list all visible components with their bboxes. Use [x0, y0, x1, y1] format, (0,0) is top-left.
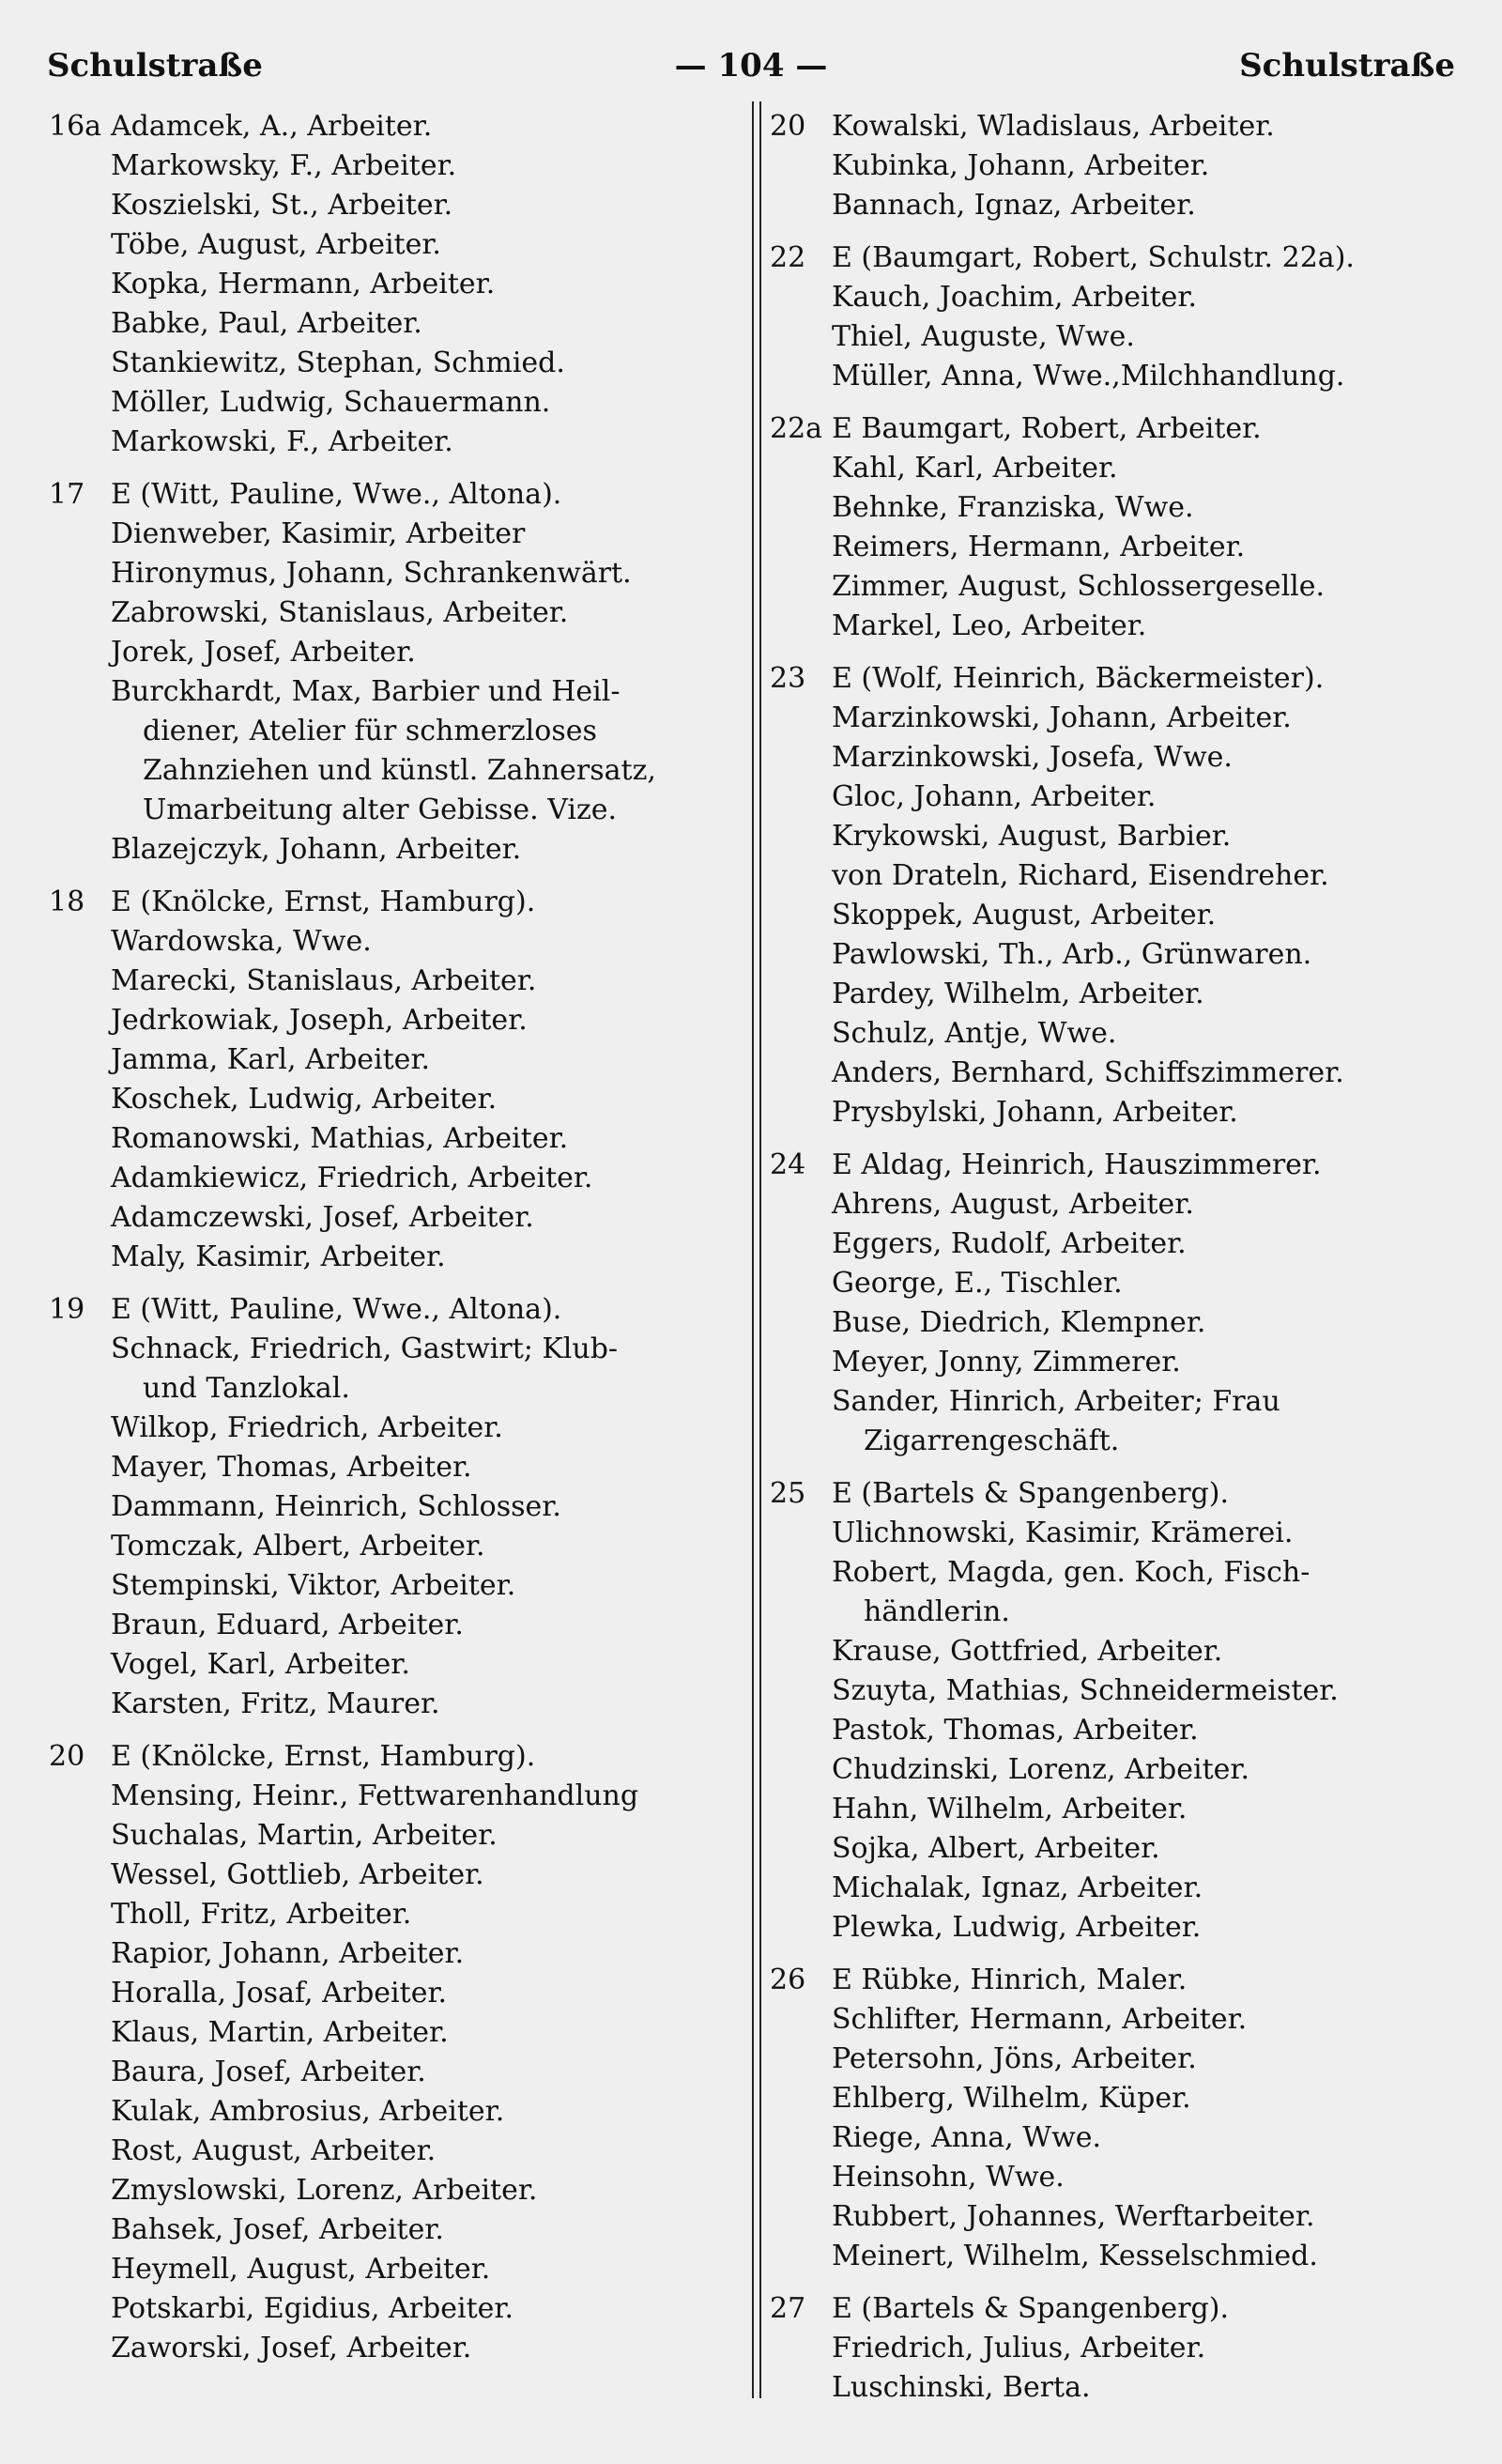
- entry-text: Heinsohn, Wwe.: [832, 2161, 1065, 2194]
- page-number: — 104 —: [674, 47, 828, 85]
- entry-text: Umarbeitung alter Gebisse. Vize.: [143, 793, 618, 826]
- entry-text: Hahn, Wilhelm, Arbeiter.: [832, 1793, 1188, 1825]
- entry-text: Adamkiewicz, Friedrich, Arbeiter.: [111, 1162, 593, 1194]
- resident-entry: [49, 1080, 734, 1119]
- entry-text: E (Knölcke, Ernst, Hamburg).: [111, 886, 536, 918]
- resident-entry: [770, 1264, 1474, 1303]
- resident-entry: [770, 975, 1474, 1014]
- entry-text: Sojka, Albert, Arbeiter.: [832, 1832, 1160, 1865]
- entry-text: Tomczak, Albert, Arbeiter.: [111, 1530, 485, 1563]
- entry-text: Skoppek, August, Arbeiter.: [832, 899, 1217, 932]
- resident-entry: [770, 896, 1474, 935]
- entry-text: Romanowski, Mathias, Arbeiter.: [111, 1122, 569, 1155]
- entry-text: Dammann, Heinrich, Schlosser.: [111, 1490, 561, 1523]
- resident-entry: [49, 1238, 734, 1277]
- resident-entry: [49, 1159, 734, 1198]
- entry-text: Prysbylski, Johann, Arbeiter.: [832, 1096, 1238, 1129]
- resident-entry: [49, 383, 734, 423]
- entry-text: Adamcek, A., Arbeiter.: [111, 110, 433, 143]
- entry-text: Plewka, Ludwig, Arbeiter.: [832, 1911, 1202, 1944]
- entry-text: Babke, Paul, Arbeiter.: [111, 307, 422, 340]
- resident-entry: [49, 922, 734, 962]
- entry-text: Pawlowski, Th., Arb., Grünwaren.: [832, 938, 1312, 971]
- resident-entry: [770, 1593, 1474, 1632]
- entry-text: Reimers, Hermann, Arbeiter.: [832, 531, 1246, 563]
- resident-entry: [770, 2329, 1474, 2368]
- entry-text: Markowsky, F., Arbeiter.: [111, 149, 457, 182]
- entry-text: E Rübke, Hinrich, Maler.: [832, 1964, 1188, 1996]
- resident-entry: [49, 593, 734, 633]
- entry-text: E (Baumgart, Robert, Schulstr. 22a).: [832, 241, 1355, 274]
- resident-entry: [770, 1869, 1474, 1908]
- resident-entry: [770, 856, 1474, 896]
- entry-text: Krause, Gottfried, Arbeiter.: [832, 1635, 1223, 1668]
- resident-entry: [770, 1829, 1474, 1869]
- entry-text: Michalak, Ignaz, Arbeiter.: [832, 1871, 1203, 1904]
- house-number-entry: [49, 475, 734, 515]
- resident-entry: [49, 1606, 734, 1645]
- resident-entry: [49, 1856, 734, 1895]
- entry-text: Rubbert, Johannes, Werftarbeiter.: [832, 2200, 1315, 2233]
- entry-text: Tholl, Fritz, Arbeiter.: [111, 1898, 412, 1931]
- entry-text: Hironymus, Johann, Schrankenwärt.: [111, 557, 632, 590]
- house-number: 26: [770, 1964, 806, 1996]
- house-number: 23: [770, 662, 806, 695]
- resident-entry: [770, 1553, 1474, 1593]
- resident-entry: [49, 712, 734, 751]
- resident-entry: [49, 2329, 734, 2368]
- entry-text: Ehlberg, Wilhelm, Küper.: [832, 2082, 1191, 2115]
- resident-entry: [49, 1685, 734, 1724]
- resident-entry: [49, 1487, 734, 1527]
- entry-text: Riege, Anna, Wwe.: [832, 2121, 1102, 2154]
- entry-text: Horalla, Josaf, Arbeiter.: [111, 1977, 448, 2010]
- resident-entry: [49, 1409, 734, 1448]
- resident-entry: [770, 1014, 1474, 1054]
- entry-text: Markowski, F., Arbeiter.: [111, 425, 453, 458]
- resident-entry: [49, 1645, 734, 1685]
- entry-text: Chudzinski, Lorenz, Arbeiter.: [832, 1753, 1249, 1786]
- resident-entry: [770, 1303, 1474, 1343]
- resident-entry: [770, 935, 1474, 975]
- house-number-entry: [770, 239, 1474, 278]
- entry-text: Kulak, Ambrosius, Arbeiter.: [111, 2095, 505, 2128]
- entry-text: Schnack, Friedrich, Gastwirt; Klub-: [111, 1332, 619, 1365]
- entry-text: Robert, Magda, gen. Koch, Fisch-: [832, 1556, 1310, 1589]
- entry-text: E Aldag, Heinrich, Hauszimmerer.: [832, 1148, 1322, 1181]
- resident-entry: [49, 1974, 734, 2013]
- section-gap: [770, 396, 1474, 409]
- resident-entry: [49, 672, 734, 712]
- house-number: 27: [770, 2292, 806, 2325]
- resident-entry: [770, 1750, 1474, 1790]
- entry-text: Wessel, Gottlieb, Arbeiter.: [111, 1858, 484, 1891]
- resident-entry: [49, 2053, 734, 2092]
- entry-text: George, E., Tischler.: [832, 1267, 1123, 1300]
- entry-text: Klaus, Martin, Arbeiter.: [111, 2016, 449, 2049]
- house-number-entry: [770, 2289, 1474, 2329]
- entry-text: Meinert, Wilhelm, Kesselschmied.: [832, 2240, 1318, 2272]
- resident-entry: [770, 1382, 1474, 1422]
- resident-entry: [49, 1040, 734, 1080]
- entry-text: diener, Atelier für schmerzloses: [143, 715, 597, 747]
- entry-text: Burckhardt, Max, Barbier und Heil-: [111, 675, 621, 708]
- entry-text: Adamczewski, Josef, Arbeiter.: [111, 1201, 534, 1234]
- entry-text: Stankiewitz, Stephan, Schmied.: [111, 346, 565, 379]
- house-number-entry: [770, 1146, 1474, 1185]
- column-divider: [759, 101, 761, 2398]
- resident-entry: [49, 186, 734, 225]
- entry-text: E (Wolf, Heinrich, Bäckermeister).: [832, 662, 1325, 695]
- resident-entry: [770, 2237, 1474, 2276]
- entry-text: Szuyta, Mathias, Schneidermeister.: [832, 1674, 1339, 1707]
- resident-entry: [770, 317, 1474, 357]
- entry-text: Bannach, Ignaz, Arbeiter.: [832, 189, 1196, 222]
- entry-text: Buse, Diedrich, Klempner.: [832, 1306, 1206, 1339]
- resident-entry: [770, 278, 1474, 317]
- resident-entry: [770, 146, 1474, 186]
- entry-text: Blazejczyk, Johann, Arbeiter.: [111, 833, 522, 866]
- entry-text: Baura, Josef, Arbeiter.: [111, 2056, 426, 2088]
- entry-text: Eggers, Rudolf, Arbeiter.: [832, 1227, 1187, 1260]
- page-header: [47, 47, 1455, 100]
- resident-entry: [770, 1185, 1474, 1224]
- entry-text: Heymell, August, Arbeiter.: [111, 2253, 491, 2286]
- entry-text: Marzinkowski, Johann, Arbeiter.: [832, 701, 1292, 734]
- entry-text: Thiel, Auguste, Wwe.: [832, 320, 1135, 353]
- entry-text: Koschek, Ludwig, Arbeiter.: [111, 1083, 498, 1116]
- resident-entry: [49, 1895, 734, 1934]
- entry-text: Mensing, Heinr., Fettwarenhandlung: [111, 1779, 639, 1812]
- house-number-entry: [770, 1474, 1474, 1514]
- house-number: 16a: [49, 110, 102, 143]
- entry-text: Friedrich, Julius, Arbeiter.: [832, 2332, 1206, 2364]
- house-number-entry: [770, 1961, 1474, 2000]
- resident-entry: [770, 738, 1474, 778]
- resident-entry: [770, 1908, 1474, 1948]
- entry-text: Krykowski, August, Barbier.: [832, 820, 1232, 853]
- entry-text: Dienweber, Kasimir, Arbeiter: [111, 517, 526, 550]
- entry-text: Marzinkowski, Josefa, Wwe.: [832, 741, 1233, 774]
- house-number: 24: [770, 1148, 806, 1181]
- resident-entry: [49, 1816, 734, 1856]
- entry-text: Zigarrengeschäft.: [864, 1424, 1120, 1457]
- entry-text: Meyer, Jonny, Zimmerer.: [832, 1346, 1181, 1378]
- house-number-entry: [770, 659, 1474, 699]
- resident-entry: [49, 2210, 734, 2250]
- entry-text: Marecki, Stanislaus, Arbeiter.: [111, 964, 537, 997]
- entry-text: von Drateln, Richard, Eisendreher.: [832, 859, 1329, 892]
- resident-entry: [49, 2171, 734, 2210]
- resident-entry: [49, 344, 734, 383]
- entry-text: Potskarbi, Egidius, Arbeiter.: [111, 2292, 513, 2325]
- entry-text: Suchalas, Martin, Arbeiter.: [111, 1819, 498, 1852]
- resident-entry: [770, 449, 1474, 488]
- resident-entry: [770, 186, 1474, 225]
- resident-entry: [770, 1343, 1474, 1382]
- resident-entry: [49, 2092, 734, 2132]
- resident-entry: [770, 1711, 1474, 1750]
- entry-text: Markel, Leo, Arbeiter.: [832, 609, 1147, 642]
- resident-entry: [770, 1093, 1474, 1132]
- entry-text: Vogel, Karl, Arbeiter.: [111, 1648, 410, 1681]
- resident-entry: [49, 633, 734, 672]
- resident-entry: [49, 2132, 734, 2171]
- resident-entry: [49, 304, 734, 344]
- resident-entry: [49, 1369, 734, 1409]
- entry-text: Zaworski, Josef, Arbeiter.: [111, 2332, 472, 2364]
- house-number-entry: [49, 883, 734, 922]
- section-gap: [770, 1132, 1474, 1146]
- resident-entry: [49, 1934, 734, 1974]
- header-street-left: Schulstraße: [47, 47, 263, 85]
- resident-entry: [49, 791, 734, 830]
- entry-text: Gloc, Johann, Arbeiter.: [832, 780, 1157, 813]
- entry-text: Behnke, Franziska, Wwe.: [832, 491, 1194, 524]
- house-number-entry: [770, 409, 1474, 449]
- entry-text: Jorek, Josef, Arbeiter.: [111, 636, 416, 669]
- section-gap: [49, 1277, 734, 1290]
- resident-entry: [770, 778, 1474, 817]
- section-gap: [770, 1461, 1474, 1474]
- resident-entry: [770, 1514, 1474, 1553]
- house-number-entry: [49, 1290, 734, 1330]
- resident-entry: [49, 1001, 734, 1040]
- entry-text: Rost, August, Arbeiter.: [111, 2134, 437, 2167]
- house-number: 22: [770, 241, 806, 274]
- entry-text: E (Bartels & Spangenberg).: [832, 1477, 1229, 1510]
- entry-text: Pastok, Thomas, Arbeiter.: [832, 1714, 1199, 1747]
- entry-text: Jedrkowiak, Joseph, Arbeiter.: [111, 1004, 528, 1037]
- entry-text: Rapior, Johann, Arbeiter.: [111, 1937, 465, 1970]
- entry-text: Schlifter, Hermann, Arbeiter.: [832, 2003, 1248, 2036]
- column-divider: [752, 101, 754, 2398]
- resident-entry: [49, 830, 734, 870]
- entry-text: händlerin.: [864, 1595, 1010, 1628]
- section-gap: [770, 1948, 1474, 1961]
- entry-text: Maly, Kasimir, Arbeiter.: [111, 1240, 446, 1273]
- entry-text: Zimmer, August, Schlossergeselle.: [832, 570, 1326, 603]
- entry-text: Zmyslowski, Lorenz, Arbeiter.: [111, 2174, 538, 2207]
- resident-entry: [49, 1527, 734, 1566]
- right-column: [770, 107, 1474, 2408]
- entry-text: Kauch, Joachim, Arbeiter.: [832, 281, 1197, 314]
- house-number: 19: [49, 1293, 85, 1326]
- entry-text: Wardowska, Wwe.: [111, 925, 372, 958]
- entry-text: Wilkop, Friedrich, Arbeiter.: [111, 1411, 503, 1444]
- entry-text: Mayer, Thomas, Arbeiter.: [111, 1451, 472, 1484]
- entry-text: Ahrens, August, Arbeiter.: [832, 1188, 1194, 1221]
- entry-text: E (Witt, Pauline, Wwe., Altona).: [111, 1293, 562, 1326]
- resident-entry: [770, 357, 1474, 396]
- resident-entry: [770, 607, 1474, 646]
- resident-entry: [770, 1224, 1474, 1264]
- resident-entry: [49, 515, 734, 554]
- entry-text: Kahl, Karl, Arbeiter.: [832, 452, 1118, 485]
- resident-entry: [770, 1632, 1474, 1671]
- house-number: 20: [49, 1740, 85, 1773]
- resident-entry: [49, 1777, 734, 1816]
- resident-entry: [49, 225, 734, 265]
- resident-entry: [770, 2079, 1474, 2118]
- entry-text: E Baumgart, Robert, Arbeiter.: [832, 412, 1262, 445]
- entry-text: Anders, Bernhard, Schiffszimmerer.: [832, 1056, 1344, 1089]
- house-number-entry: [49, 107, 734, 146]
- resident-entry: [49, 1566, 734, 1606]
- resident-entry: [770, 2000, 1474, 2040]
- resident-entry: [49, 2250, 734, 2289]
- resident-entry: [770, 2040, 1474, 2079]
- entry-text: Luschinski, Berta.: [832, 2371, 1091, 2404]
- entry-text: Kopka, Hermann, Arbeiter.: [111, 268, 496, 300]
- resident-entry: [49, 2013, 734, 2053]
- entry-text: Pardey, Wilhelm, Arbeiter.: [832, 978, 1204, 1010]
- resident-entry: [770, 699, 1474, 738]
- entry-text: Schulz, Antje, Wwe.: [832, 1017, 1117, 1050]
- resident-entry: [770, 817, 1474, 856]
- resident-entry: [770, 1671, 1474, 1711]
- entry-text: Möller, Ludwig, Schauermann.: [111, 386, 551, 419]
- section-gap: [49, 462, 734, 475]
- entry-text: E (Bartels & Spangenberg).: [832, 2292, 1229, 2325]
- resident-entry: [770, 2368, 1474, 2408]
- house-number-entry: [770, 107, 1474, 146]
- entry-text: Bahsek, Josef, Arbeiter.: [111, 2213, 444, 2246]
- resident-entry: [770, 528, 1474, 567]
- header-street-right: Schulstraße: [1239, 47, 1455, 85]
- left-column: [49, 107, 734, 2368]
- entry-text: Töbe, August, Arbeiter.: [111, 228, 441, 261]
- resident-entry: [770, 2158, 1474, 2197]
- resident-entry: [49, 962, 734, 1001]
- entry-text: Koszielski, St., Arbeiter.: [111, 189, 453, 222]
- resident-entry: [49, 1198, 734, 1238]
- entry-text: Braun, Eduard, Arbeiter.: [111, 1609, 464, 1641]
- resident-entry: [49, 1330, 734, 1369]
- house-number: 18: [49, 886, 85, 918]
- entry-text: Kowalski, Wladislaus, Arbeiter.: [832, 110, 1275, 143]
- entry-text: E (Witt, Pauline, Wwe., Altona).: [111, 478, 562, 511]
- entry-text: Sander, Hinrich, Arbeiter; Frau: [832, 1385, 1280, 1418]
- resident-entry: [770, 567, 1474, 607]
- resident-entry: [49, 554, 734, 593]
- entry-text: Zabrowski, Stanislaus, Arbeiter.: [111, 596, 569, 629]
- resident-entry: [770, 1790, 1474, 1829]
- resident-entry: [49, 751, 734, 791]
- resident-entry: [49, 1119, 734, 1159]
- resident-entry: [49, 423, 734, 462]
- house-number: 22a: [770, 412, 823, 445]
- entry-text: E (Knölcke, Ernst, Hamburg).: [111, 1740, 536, 1773]
- resident-entry: [770, 2118, 1474, 2158]
- entry-text: Zahnziehen und künstl. Zahnersatz,: [143, 754, 656, 787]
- resident-entry: [770, 488, 1474, 528]
- entry-text: Karsten, Fritz, Maurer.: [111, 1687, 440, 1720]
- resident-entry: [49, 2289, 734, 2329]
- section-gap: [770, 225, 1474, 239]
- resident-entry: [770, 1422, 1474, 1461]
- resident-entry: [49, 1448, 734, 1487]
- resident-entry: [770, 1054, 1474, 1093]
- entry-text: Jamma, Karl, Arbeiter.: [111, 1043, 431, 1076]
- entry-text: und Tanzlokal.: [143, 1372, 350, 1405]
- house-number: 20: [770, 110, 806, 143]
- section-gap: [770, 646, 1474, 659]
- section-gap: [49, 870, 734, 883]
- entry-text: Ulichnowski, Kasimir, Krämerei.: [832, 1517, 1294, 1549]
- resident-entry: [49, 265, 734, 304]
- resident-entry: [49, 146, 734, 186]
- house-number-entry: [49, 1737, 734, 1777]
- entry-text: Petersohn, Jöns, Arbeiter.: [832, 2042, 1197, 2075]
- house-number: 17: [49, 478, 85, 511]
- house-number: 25: [770, 1477, 806, 1510]
- entry-text: Kubinka, Johann, Arbeiter.: [832, 149, 1210, 182]
- entry-text: Müller, Anna, Wwe.,Milchhandlung.: [832, 360, 1345, 393]
- section-gap: [770, 2276, 1474, 2289]
- section-gap: [49, 1724, 734, 1737]
- resident-entry: [770, 2197, 1474, 2237]
- entry-text: Stempinski, Viktor, Arbeiter.: [111, 1569, 516, 1602]
